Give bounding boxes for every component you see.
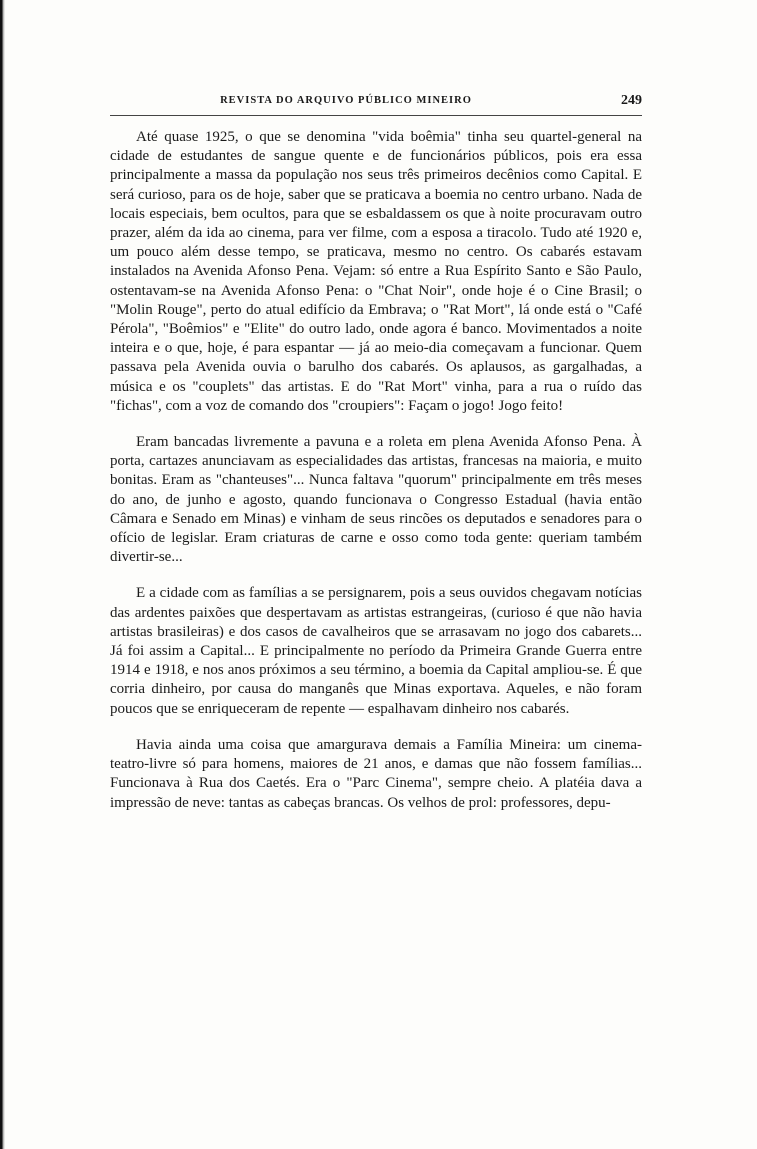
header-rule <box>110 115 642 116</box>
paragraph-1: Até quase 1925, o que se denomina "vida boêmia" tinha seu quartel-general na cidade de estudantes de sangue quente e de funcionários públicos, pois era essa principalmente a massa da população nos seus três primeiros decênios como Capital. E será curioso, para os de hoje, saber que se praticava a boemia no centro urbano. Nada de locais especiais, bem ocultos, para que se esbaldassem os que à noite procuravam outro prazer, além da ida ao cinema, para ver filme, com a esposa a tiracolo. Tudo até 1920 e, um pouco além desse tempo, se praticava, mesmo no centro. Os cabarés estavam instalados na Avenida Afonso Pena. Vejam: só entre a Rua Espírito Santo e São Paulo, ostentavam-se na Avenida Afonso Pena: o "Chat Noir", onde hoje é o Cine Brasil; o "Molin Rouge", perto do atual edifício da Embrava; o "Rat Mort", lá onde está o "Café Pérola", "Boêmios" e "Elite" do outro lado, onde agora é banco. Movimentados a noite inteira e o que, hoje, é para espantar — já ao meio-dia começavam a funcionar. Quem passava pela Avenida ouvia o barulho dos cabarés. Os aplausos, as gargalhadas, a música e os "couplets" das artistas. E do "Rat Mort" vinha, para a rua o ruído das "fichas", com a voz de comando dos "croupiers": Façam o jogo! Jogo feito! <box>110 129 642 414</box>
page-edge-shadow <box>0 0 5 1149</box>
paragraph-3: E a cidade com as famílias a se persignarem, pois a seus ouvidos chegavam notícias das ardentes paixões que despertavam as artistas estrangeiras, (curioso é que não havia artistas brasileiras) e dos casos de cavalheiros que se arrasavam no jogo dos cabarets... Já foi assim a Capital... E principalmente no período da Primeira Grande Guerra entre 1914 e 1918, e nos anos próximos a seu término, a boemia da Capital ampliou-se. É que corria dinheiro, por causa do manganês que Minas exportava. Aqueles, e não foram poucos que se enriqueceram de repente — espalhavam dinheiro nos cabarés. <box>110 585 642 717</box>
paragraph-2: Eram bancadas livremente a pavuna e a roleta em plena Avenida Afonso Pena. À porta, cartazes anunciavam as especialidades das artistas, francesas na maioria, e muito bonitas. Eram as "chanteuses"... Nunca faltava "quorum" principalmente em três meses do ano, de junho e agosto, quando funcionava o Congresso Estadual (havia então Câmara e Senado em Minas) e vinham de seus rincões os deputados e senadores para o ofício de legislar. Eram criaturas de carne e osso como toda gente: queriam também divertir-se... <box>110 434 642 566</box>
page-header <box>110 93 642 113</box>
running-title: REVISTA DO ARQUIVO PÚBLICO MINEIRO <box>220 95 472 106</box>
paragraph-4: Havia ainda uma coisa que amargurava demais a Família Mineira: um cinema-teatro-livre só para homens, maiores de 21 anos, e damas que não fossem famílias... Funcionava à Rua dos Caetés. Era o "Parc Cinema", sempre cheio. A platéia dava a impressão de neve: tantas as cabeças brancas. Os velhos de prol: professores, depu- <box>110 736 642 811</box>
article-body <box>110 128 642 830</box>
page-number: 249 <box>621 93 642 108</box>
